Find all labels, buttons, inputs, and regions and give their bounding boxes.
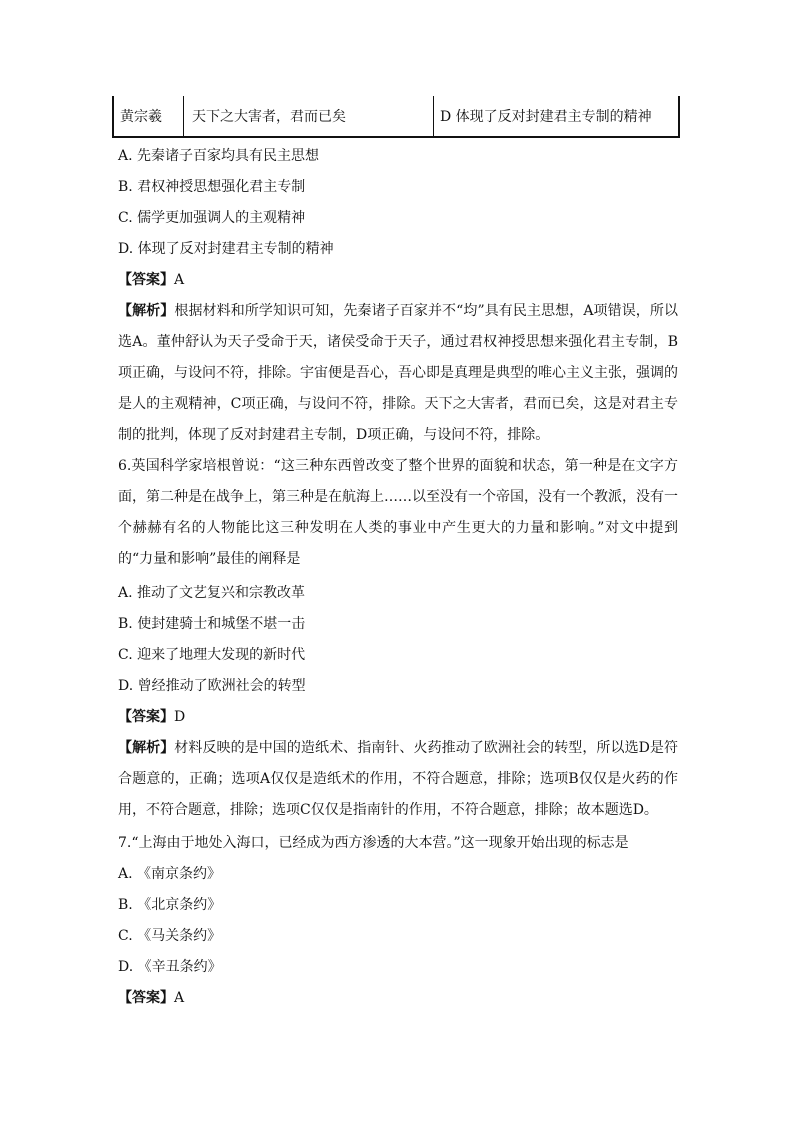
answer-value: A [174, 272, 185, 288]
answer-label: 【答案】 [118, 709, 174, 725]
q5-analysis [118, 296, 678, 451]
q7-option-a: A. 《南京条约》 [118, 866, 222, 882]
q6-option-a: A. 推动了文艺复兴和宗教改革 [118, 585, 306, 601]
analysis-text: 材料反映的是中国的造纸术、指南针、火药推动了欧洲社会的转型，所以选D是符合题意的，正确；选项A仅仅是造纸术的作用，不符合题意，排除；选项B仅仅是火药的作用，不符合题意，排除；选项C仅仅是指南针的作用，不符合题意，排除；故本题选D。 [118, 740, 679, 818]
answer-value: D [174, 709, 186, 725]
table-cell-quote: 天下之大害者，君而已矣 [184, 96, 434, 136]
q6-stem: 6.英国科学家培根曾说：“这三种东西曾改变了整个世界的面貌和状态，第一种是在文字方面，第二种是在战争上，第三种是在航海上……以至没有一个帝国，没有一个教派，没有一个赫赫有名的人物能比这三种发明在人类的事业中产生更大的力量和影响。”对文中提到的“力量和影响”最佳的阐释是 [118, 458, 678, 567]
q6-answer [118, 707, 185, 727]
q5-option-a: A. 先秦诸子百家均具有民主思想 [118, 148, 320, 164]
analysis-label: 【解析】 [118, 740, 175, 756]
q6-option-d: D. 曾经推动了欧洲社会的转型 [118, 678, 306, 694]
table-cell-person: 黄宗羲 [114, 96, 184, 136]
q7-option-b: B. 《北京条约》 [118, 897, 222, 913]
answer-value: A [174, 990, 185, 1006]
analysis-text: 根据材料和所学知识可知，先秦诸子百家并不“均”具有民主思想，A项错误，所以选A。董仲舒认为天子受命于天，诸侯受命于天子，通过君权神授思想来强化君主专制，B项正确，与设问不符，排除。宇宙便是吾心，吾心即是真理是典型的唯心主义主张，强调的是人的主观精神，C项正确，与设问不符，排除。天下之大害者，君而已矣，这是对君主专制的批判，体现了反对封建君主专制，D项正确，与设问不符，排除。 [118, 303, 678, 443]
analysis-label: 【解析】 [118, 303, 175, 319]
q5-option-b: B. 君权神授思想强化君主专制 [118, 179, 306, 195]
q6-option-b: B. 使封建骑士和城堡不堪一击 [118, 616, 306, 632]
q5-option-d: D. 体现了反对封建君主专制的精神 [118, 241, 334, 257]
q7-option-d: D. 《辛丑条约》 [118, 959, 222, 975]
q7-answer [118, 988, 184, 1008]
answer-label: 【答案】 [118, 990, 174, 1006]
q6-analysis [118, 733, 678, 826]
table-row [112, 96, 680, 138]
q7-stem: 7.“上海由于地处入海口，已经成为西方渗透的大本营。”这一现象开始出现的标志是 [118, 835, 629, 851]
table-cell-explanation: D 体现了反对封建君主专制的精神 [440, 109, 652, 125]
answer-label: 【答案】 [118, 272, 174, 288]
q6-option-c: C. 迎来了地理大发现的新时代 [118, 647, 306, 663]
q5-answer [118, 270, 184, 290]
q5-option-c: C. 儒学更加强调人的主观精神 [118, 210, 306, 226]
q7-option-c: C. 《马关条约》 [118, 928, 222, 944]
